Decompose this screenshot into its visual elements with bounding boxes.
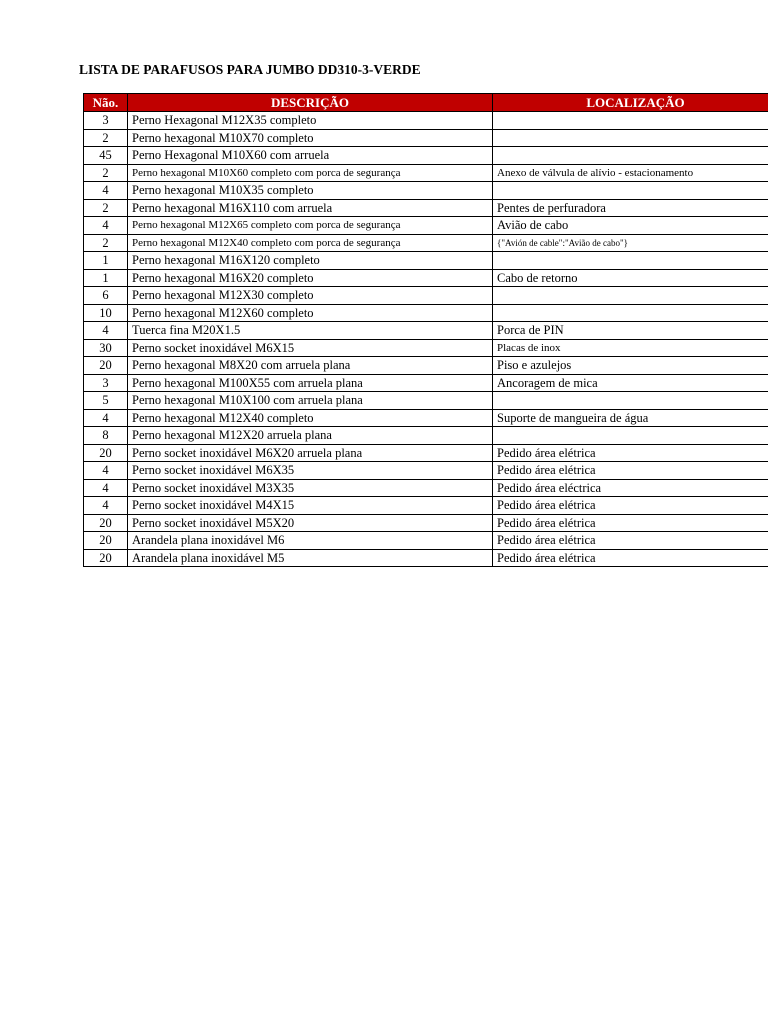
document-title: LISTA DE PARAFUSOS PARA JUMBO DD310-3-VERDE: [79, 62, 421, 77]
row-qty: 4: [84, 409, 128, 427]
row-qty: 6: [84, 287, 128, 305]
table-row: [84, 304, 768, 322]
row-description: Arandela plana inoxidável M6: [128, 532, 493, 550]
row-description: Arandela plana inoxidável M5: [128, 549, 493, 567]
row-location: Cabo de retorno: [493, 269, 768, 287]
table-row: [84, 112, 768, 130]
row-description: Perno socket inoxidável M5X20: [128, 514, 493, 532]
row-qty: 30: [84, 339, 128, 357]
bolt-list-table: [83, 93, 768, 567]
table-row: [84, 374, 768, 392]
header-location: LOCALIZAÇÃO: [493, 94, 768, 112]
table-row: [84, 147, 768, 165]
row-description: Perno hexagonal M12X20 arruela plana: [128, 427, 493, 445]
row-description: Perno socket inoxidável M6X15: [128, 339, 493, 357]
table-row: [84, 514, 768, 532]
table-row: [84, 252, 768, 270]
row-description: Perno hexagonal M10X60 completo com porca de segurança: [128, 164, 493, 182]
table-row: [84, 217, 768, 235]
row-location: Pentes de perfuradora: [493, 199, 768, 217]
row-qty: 4: [84, 217, 128, 235]
row-qty: 4: [84, 322, 128, 340]
row-description: Perno socket inoxidável M4X15: [128, 497, 493, 515]
header-description: DESCRIÇÃO: [128, 94, 493, 112]
row-qty: 20: [84, 357, 128, 375]
row-location: Pedido área elétrica: [493, 514, 768, 532]
row-qty: 45: [84, 147, 128, 165]
row-description: Perno hexagonal M12X65 completo com porca de segurança: [128, 217, 493, 235]
row-location: Pedido área eléctrica: [493, 479, 768, 497]
row-description: Tuerca fina M20X1.5: [128, 322, 493, 340]
row-qty: 20: [84, 444, 128, 462]
table-row: [84, 497, 768, 515]
table-row: [84, 339, 768, 357]
table-row: [84, 532, 768, 550]
row-qty: 20: [84, 549, 128, 567]
table-row: [84, 357, 768, 375]
row-location: [493, 182, 768, 200]
row-location: [493, 147, 768, 165]
row-qty: 4: [84, 462, 128, 480]
row-description: Perno Hexagonal M10X60 com arruela: [128, 147, 493, 165]
row-location: Avião de cabo: [493, 217, 768, 235]
row-location: {"Avión de cable":"Avião de cabo"}: [493, 234, 768, 252]
row-description: Perno hexagonal M10X70 completo: [128, 129, 493, 147]
row-qty: 10: [84, 304, 128, 322]
table-row: [84, 427, 768, 445]
row-qty: 2: [84, 164, 128, 182]
row-location: Pedido área elétrica: [493, 497, 768, 515]
table-row: [84, 322, 768, 340]
row-description: Perno socket inoxidável M6X20 arruela plana: [128, 444, 493, 462]
row-location: [493, 129, 768, 147]
row-description: Perno socket inoxidável M3X35: [128, 479, 493, 497]
row-qty: 4: [84, 497, 128, 515]
row-qty: 5: [84, 392, 128, 410]
table-row: [84, 392, 768, 410]
table-row: [84, 269, 768, 287]
row-qty: 1: [84, 252, 128, 270]
row-qty: 2: [84, 234, 128, 252]
row-location: Suporte de mangueira de água: [493, 409, 768, 427]
row-location: [493, 427, 768, 445]
row-description: Perno Hexagonal M12X35 completo: [128, 112, 493, 130]
row-description: Perno hexagonal M16X110 com arruela: [128, 199, 493, 217]
header-qty: Não.: [84, 94, 128, 112]
row-description: Perno hexagonal M16X120 completo: [128, 252, 493, 270]
row-location: Pedido área elétrica: [493, 549, 768, 567]
row-description: Perno hexagonal M10X35 completo: [128, 182, 493, 200]
table-header-row: [84, 94, 768, 112]
table-row: [84, 549, 768, 567]
row-location: [493, 287, 768, 305]
row-location: Anexo de válvula de alívio - estacionamento: [493, 164, 768, 182]
row-description: Perno hexagonal M12X40 completo: [128, 409, 493, 427]
row-description: Perno hexagonal M10X100 com arruela plana: [128, 392, 493, 410]
row-location: [493, 392, 768, 410]
row-location: [493, 112, 768, 130]
row-location: Porca de PIN: [493, 322, 768, 340]
table-row: [84, 409, 768, 427]
table-row: [84, 462, 768, 480]
table-row: [84, 479, 768, 497]
row-location: [493, 304, 768, 322]
table-row: [84, 164, 768, 182]
row-qty: 20: [84, 514, 128, 532]
row-location: Placas de inox: [493, 339, 768, 357]
row-qty: 3: [84, 112, 128, 130]
row-qty: 4: [84, 182, 128, 200]
row-location: Ancoragem de mica: [493, 374, 768, 392]
row-qty: 3: [84, 374, 128, 392]
row-location: Pedido área elétrica: [493, 462, 768, 480]
table-row: [84, 129, 768, 147]
row-description: Perno hexagonal M12X60 completo: [128, 304, 493, 322]
row-location: [493, 252, 768, 270]
row-description: Perno hexagonal M16X20 completo: [128, 269, 493, 287]
table-row: [84, 287, 768, 305]
row-qty: 1: [84, 269, 128, 287]
row-description: Perno hexagonal M100X55 com arruela plana: [128, 374, 493, 392]
row-location: Pedido área elétrica: [493, 532, 768, 550]
row-location: Pedido área elétrica: [493, 444, 768, 462]
row-description: Perno hexagonal M8X20 com arruela plana: [128, 357, 493, 375]
row-qty: 8: [84, 427, 128, 445]
row-location: Piso e azulejos: [493, 357, 768, 375]
table-row: [84, 199, 768, 217]
table-row: [84, 182, 768, 200]
row-description: Perno hexagonal M12X30 completo: [128, 287, 493, 305]
table-row: [84, 234, 768, 252]
row-qty: 2: [84, 129, 128, 147]
table-row: [84, 444, 768, 462]
row-qty: 4: [84, 479, 128, 497]
row-description: Perno hexagonal M12X40 completo com porca de segurança: [128, 234, 493, 252]
row-qty: 20: [84, 532, 128, 550]
row-qty: 2: [84, 199, 128, 217]
row-description: Perno socket inoxidável M6X35: [128, 462, 493, 480]
